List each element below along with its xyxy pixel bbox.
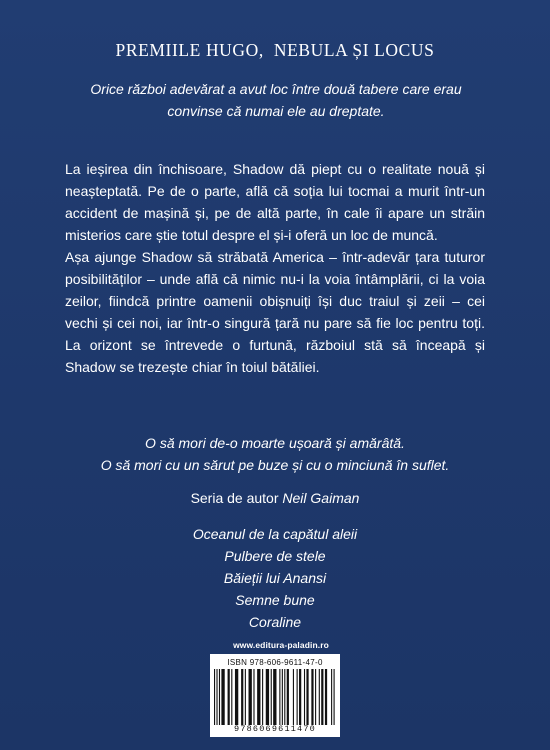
barcode-bar [306,669,308,725]
quote-line: O să mori cu un sărut pe buze și cu o minciună în suflet. [100,457,450,473]
barcode-bar [321,669,323,725]
barcode-label [210,654,340,737]
barcode-bar [325,669,327,725]
barcode-bar [279,669,280,725]
barcode-bar [315,669,316,725]
barcode-bars [214,669,336,725]
book-list [0,523,550,633]
barcode-bar [266,669,269,725]
series-heading [0,487,550,509]
barcode-bar [273,669,276,725]
motto-quote: Orice război adevărat a avut loc între două tabere care erau convinse că numai ele au dreptate. [90,81,462,119]
barcode-bar [304,669,305,725]
barcode-bar [231,669,232,725]
barcode-bar [262,669,263,725]
barcode-bar [216,669,217,725]
barcode-bar [287,669,289,725]
barcode-bar [249,669,252,725]
barcode-bar [253,669,254,725]
book-title: Băieții lui Anansi [223,570,327,586]
barcode-bar [271,669,272,725]
blurb-paragraph: La ieșirea din închisoare, Shadow dă piept cu o realitate nouă și neașteptată. Pe de o parte, află că soția lui tocmai a murit într-un accident de mașină și, pe de altă parte, în cale îi apare un străin misterios care știe totul despre el și-i oferă un loc de muncă. [65,161,485,243]
ean-digits: 9786069611470 [234,724,316,734]
series-label: Seria de autor [190,490,279,506]
barcode-bar [319,669,320,725]
barcode-bar [257,669,260,725]
barcode-bar [221,669,224,725]
barcode-bar [219,669,220,725]
barcode-bar [245,669,246,725]
barcode-bar [241,669,243,725]
quote-line: O să mori de-o moarte ușoară și amărâtă. [145,435,405,451]
barcode-bar [228,669,230,725]
barcode-bar [331,669,332,725]
book-title: Semne bune [235,592,315,608]
barcode-bar [293,669,294,725]
blurb-paragraph: Așa ajunge Shadow să străbată America – într-adevăr țara tuturor posibilităților – unde află că nimic nu-i la voia întâmplării, ci la voia zeilor, fiindcă printre oamenii obișnuiți își duc traiul și zeii – cei vechi și cei noi, iar într-o singură țară nu pare să fie loc pentru toți. La orizont se întrevede o furtună, războiul stă să înceapă și Shadow se trezește chiar în toiul bătăliei. [65,249,485,375]
barcode-bar [214,669,215,725]
barcode-bar [299,669,301,725]
barcode-bar [311,669,313,725]
book-title: Oceanul de la capătul aleii [192,526,358,542]
book-title: Pulbere de stele [224,548,326,564]
awards-heading: PREMIILE HUGO, NEBULA ȘI LOCUS [115,40,435,60]
barcode-bar [282,669,283,725]
publisher-website: www.editura-paladin.ro [233,640,329,650]
isbn-text: ISBN 978-606-9611-47-0 [227,658,323,667]
barcode-bar [334,669,335,725]
book-blurb [65,158,485,378]
barcode-bar [297,669,298,725]
closing-quote [60,432,490,476]
book-title: Coraline [248,614,302,630]
series-author: Neil Gaiman [282,490,360,506]
barcode-bar [235,669,238,725]
barcode-bar [284,669,285,725]
